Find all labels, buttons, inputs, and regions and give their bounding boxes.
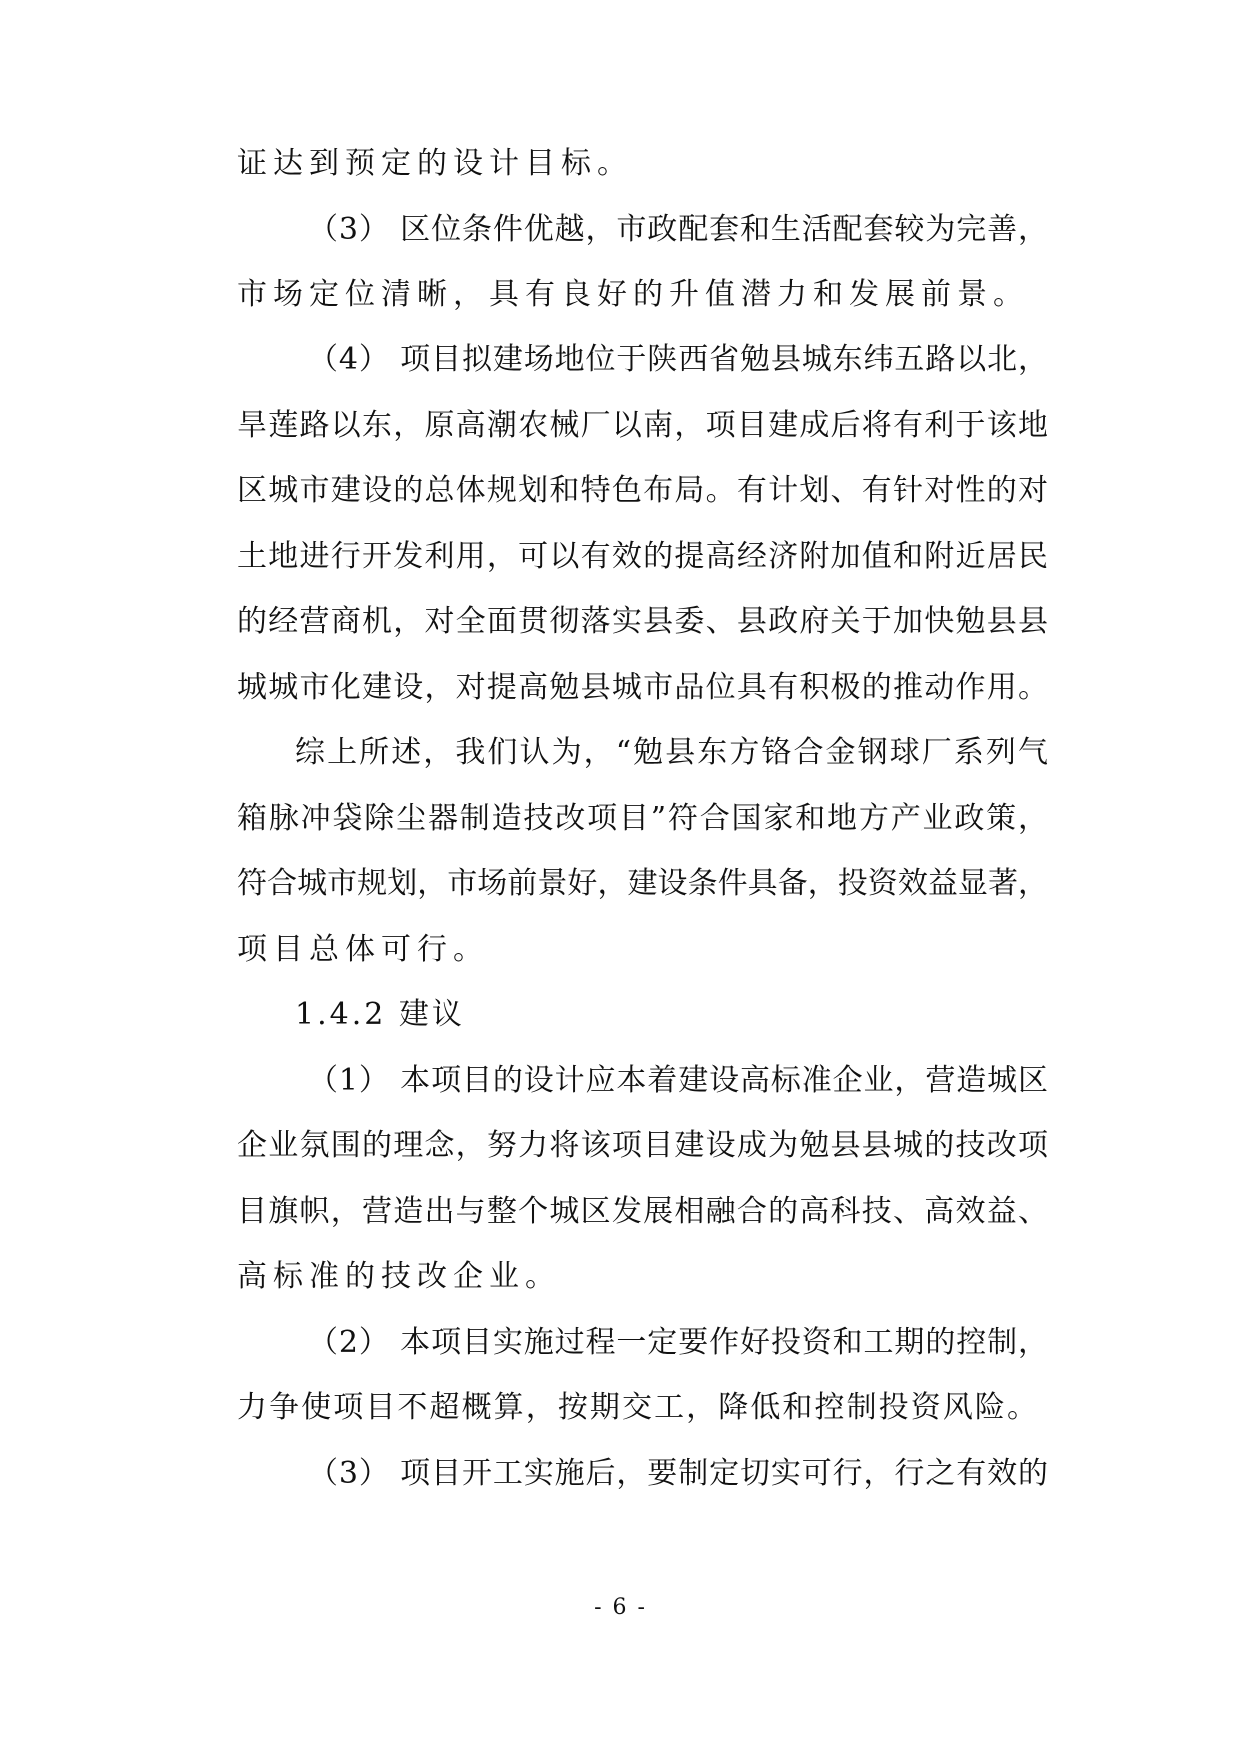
text-line: 企业氛围的理念，努力将该项目建设成为勉县县城的技改项 [237, 1128, 1048, 1163]
section-heading: 1.4.2 建议 [295, 997, 465, 1032]
text-line: （4） 项目拟建场地位于陕西省勉县城东纬五路以北， [308, 342, 1048, 377]
text-line: 城城市化建设，对提高勉县城市品位具有积极的推动作用。 [237, 670, 1048, 705]
text-line: 高标准的技改企业。 [237, 1259, 561, 1294]
text-line: 旱莲路以东，原高潮农械厂以南，项目建成后将有利于该地 [237, 408, 1048, 443]
text-line: 项目总体可行。 [237, 932, 489, 967]
text-line: （1） 本项目的设计应本着建设高标准企业，营造城区 [308, 1063, 1048, 1098]
text-line: 目旗帜，营造出与整个城区发展相融合的高科技、高效益、 [237, 1194, 1048, 1229]
text-line: 市场定位清晰，具有良好的升值潜力和发展前景。 [237, 277, 1029, 312]
text-line: 证达到预定的设计目标。 [237, 146, 633, 181]
page-number: - 6 - [594, 1595, 647, 1620]
text-line: 的经营商机，对全面贯彻落实县委、县政府关于加快勉县县 [237, 604, 1048, 639]
text-line: （3） 项目开工实施后，要制定切实可行，行之有效的 [308, 1456, 1048, 1491]
text-line: 符合城市规划，市场前景好，建设条件具备，投资效益显著， [237, 866, 1048, 901]
text-line: 土地进行开发利用，可以有效的提高经济附加值和附近居民 [237, 539, 1048, 574]
text-line: 区城市建设的总体规划和特色布局。有计划、有针对性的对 [237, 473, 1048, 508]
text-line: 箱脉冲袋除尘器制造技改项目”符合国家和地方产业政策， [237, 801, 1048, 836]
text-line: 综上所述，我们认为，“勉县东方铬合金钢球厂系列气 [295, 735, 1048, 770]
text-line: （2） 本项目实施过程一定要作好投资和工期的控制， [308, 1325, 1048, 1360]
text-line: 力争使项目不超概算，按期交工，降低和控制投资风险。 [237, 1390, 1037, 1425]
text-line: （3） 区位条件优越，市政配套和生活配套较为完善， [308, 212, 1048, 247]
